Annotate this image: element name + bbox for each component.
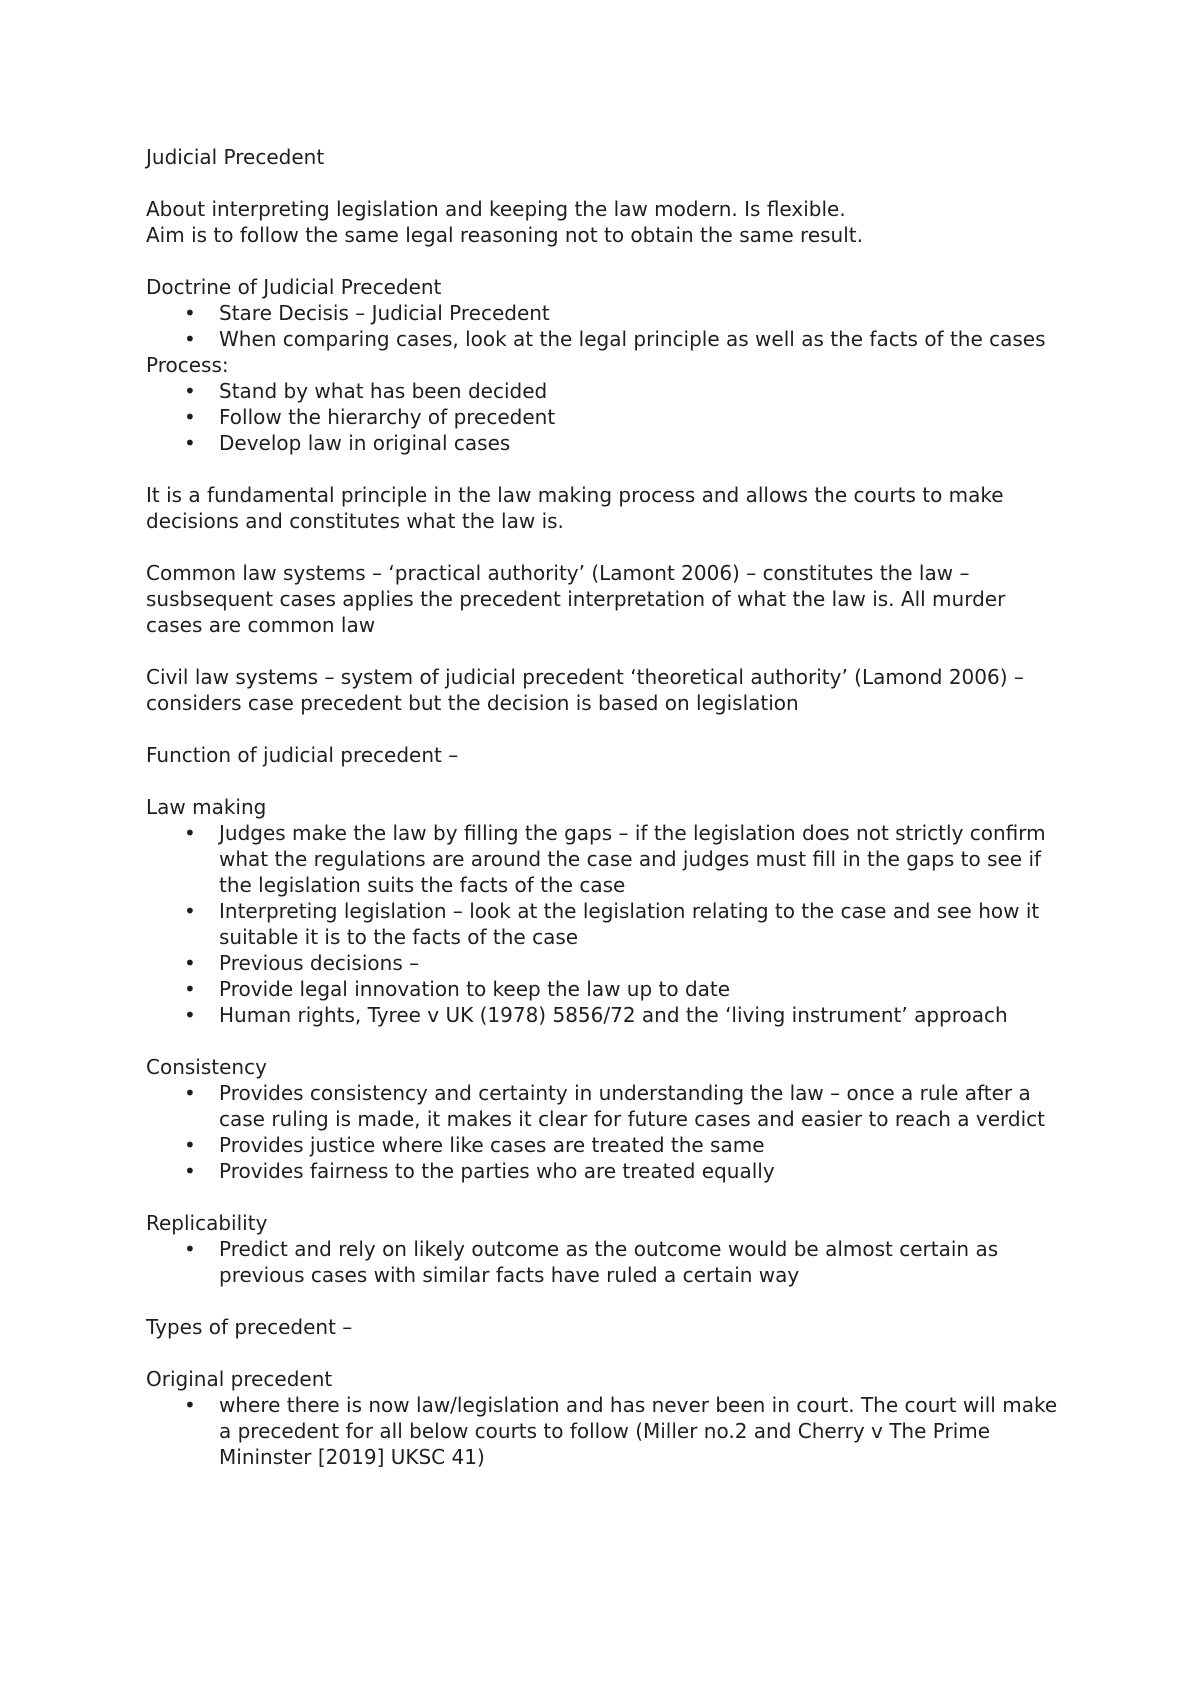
list-item: • Provides consistency and certainty in understanding the law – once a rule after a case ruling is made, it makes it clear for future cases and easier to reach a verdict <box>146 1080 1066 1132</box>
doctrine-list <box>146 300 1066 352</box>
law-making-list <box>146 820 1066 1028</box>
process-list <box>146 378 1066 456</box>
spacer <box>146 170 1066 196</box>
spacer <box>146 1184 1066 1210</box>
list-item: • Predict and rely on likely outcome as the outcome would be almost certain as previous cases with similar facts have ruled a certain way <box>146 1236 1066 1288</box>
civil-law-paragraph: Civil law systems – system of judicial precedent ‘theoretical authority’ (Lamond 2006) – considers case precedent but the decision is based on legislation <box>146 665 1024 715</box>
spacer <box>146 1340 1066 1366</box>
spacer <box>146 1028 1066 1054</box>
replicability-heading: Replicability <box>146 1211 268 1235</box>
process-heading: Process: <box>146 353 229 377</box>
common-law-paragraph: Common law systems – ‘practical authority’ (Lamont 2006) – constitutes the law – susbsequent cases applies the precedent interpretation of what the law is. All murder cases are common law <box>146 561 1006 637</box>
spacer <box>146 456 1066 482</box>
list-item: • Provides justice where like cases are treated the same <box>146 1132 1066 1158</box>
list-item: • Follow the hierarchy of precedent <box>146 404 1066 430</box>
list-item: • Provides fairness to the parties who are treated equally <box>146 1158 1066 1184</box>
document-body <box>146 144 1066 1470</box>
document-title: Judicial Precedent <box>146 145 325 169</box>
types-heading: Types of precedent – <box>146 1315 353 1339</box>
list-item: • Develop law in original cases <box>146 430 1066 456</box>
list-item: • Human rights, Tyree v UK (1978) 5856/72 and the ‘living instrument’ approach <box>146 1002 1066 1028</box>
original-precedent-list <box>146 1392 1066 1470</box>
intro-line: About interpreting legislation and keeping the law modern. Is flexible. <box>146 197 846 221</box>
list-item: • Interpreting legislation – look at the legislation relating to the case and see how it suitable it is to the facts of the case <box>146 898 1066 950</box>
spacer <box>146 1288 1066 1314</box>
list-item: • Previous decisions – <box>146 950 1066 976</box>
spacer <box>146 534 1066 560</box>
consistency-list <box>146 1080 1066 1184</box>
list-item: • Judges make the law by filling the gaps – if the legislation does not strictly confirm what the regulations are around the case and judges must fill in the gaps to see if the legislation suits the facts of the case <box>146 820 1066 898</box>
consistency-heading: Consistency <box>146 1055 267 1079</box>
function-heading: Function of judicial precedent – <box>146 743 459 767</box>
list-item: • Stand by what has been decided <box>146 378 1066 404</box>
list-item: • Stare Decisis – Judicial Precedent <box>146 300 1066 326</box>
list-item: • where there is now law/legislation and has never been in court. The court will make a precedent for all below courts to follow (Miller no.2 and Cherry v The Prime Mininster [2019] UKSC 41) <box>146 1392 1066 1470</box>
spacer <box>146 716 1066 742</box>
list-item: • When comparing cases, look at the legal principle as well as the facts of the cases <box>146 326 1066 352</box>
doctrine-heading: Doctrine of Judicial Precedent <box>146 275 442 299</box>
spacer <box>146 768 1066 794</box>
replicability-list <box>146 1236 1066 1288</box>
law-making-heading: Law making <box>146 795 267 819</box>
original-precedent-heading: Original precedent <box>146 1367 333 1391</box>
spacer <box>146 248 1066 274</box>
fundamental-paragraph: It is a fundamental principle in the law making process and allows the courts to make decisions and constitutes what the law is. <box>146 483 1004 533</box>
intro-line: Aim is to follow the same legal reasoning not to obtain the same result. <box>146 223 863 247</box>
spacer <box>146 638 1066 664</box>
list-item: • Provide legal innovation to keep the law up to date <box>146 976 1066 1002</box>
